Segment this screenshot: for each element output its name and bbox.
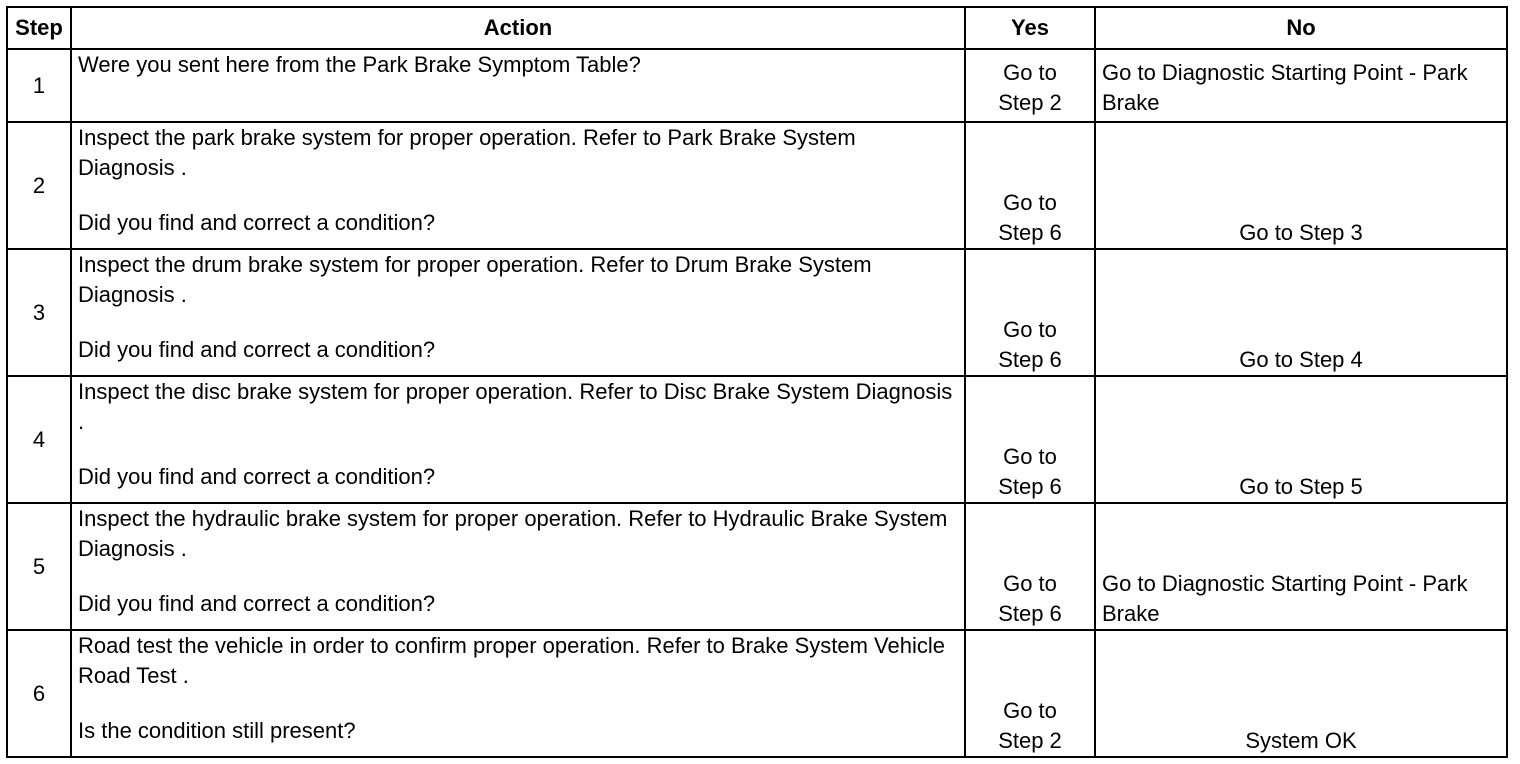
yes-cell xyxy=(965,122,1095,249)
action-question: Were you sent here from the Park Brake Symptom Table? xyxy=(78,52,641,77)
action-question: Is the condition still present? xyxy=(78,718,356,743)
no-cell: Go to Step 3 xyxy=(1095,122,1507,249)
yes-line-2: Step 6 xyxy=(998,347,1062,372)
action-text: Inspect the hydraulic brake system for proper operation. Refer to Hydraulic Brake System Diagnosis . xyxy=(78,506,948,561)
action-question: Did you find and correct a condition? xyxy=(78,464,436,489)
step-number: 4 xyxy=(7,376,71,503)
yes-cell xyxy=(965,503,1095,630)
step-number: 6 xyxy=(7,630,71,757)
action-cell xyxy=(71,376,965,503)
action-cell xyxy=(71,49,965,122)
action-text: Road test the vehicle in order to confirm proper operation. Refer to Brake System Vehicle Road Test . xyxy=(78,633,945,688)
step-number: 2 xyxy=(7,122,71,249)
yes-line-2: Step 6 xyxy=(998,601,1062,626)
header-row xyxy=(7,7,1507,49)
action-cell xyxy=(71,630,965,757)
table-row xyxy=(7,249,1507,376)
step-number: 1 xyxy=(7,49,71,122)
diagnostic-table xyxy=(6,6,1508,758)
action-text: Inspect the drum brake system for proper operation. Refer to Drum Brake System Diagnosis . xyxy=(78,252,872,307)
header-no: No xyxy=(1095,7,1507,49)
yes-line-1: Go to xyxy=(1003,317,1057,342)
action-cell xyxy=(71,503,965,630)
no-cell: Go to Diagnostic Starting Point - Park Brake xyxy=(1095,503,1507,630)
yes-cell xyxy=(965,630,1095,757)
step-number: 5 xyxy=(7,503,71,630)
yes-line-1: Go to xyxy=(1003,571,1057,596)
header-yes: Yes xyxy=(965,7,1095,49)
step-number: 3 xyxy=(7,249,71,376)
yes-cell xyxy=(965,376,1095,503)
action-text: Inspect the park brake system for proper operation. Refer to Park Brake System Diagnosis . xyxy=(78,125,856,180)
yes-line-1: Go to xyxy=(1003,60,1057,85)
yes-line-2: Step 6 xyxy=(998,474,1062,499)
yes-line-1: Go to xyxy=(1003,698,1057,723)
action-cell xyxy=(71,122,965,249)
no-cell: Go to Diagnostic Starting Point - Park Brake xyxy=(1095,49,1507,122)
yes-cell xyxy=(965,249,1095,376)
action-question: Did you find and correct a condition? xyxy=(78,337,436,362)
no-cell: Go to Step 4 xyxy=(1095,249,1507,376)
no-cell: Go to Step 5 xyxy=(1095,376,1507,503)
table-row xyxy=(7,122,1507,249)
table-row xyxy=(7,630,1507,757)
yes-line-2: Step 2 xyxy=(998,90,1062,115)
action-text: Inspect the disc brake system for proper operation. Refer to Disc Brake System Diagnosis . xyxy=(78,379,953,434)
action-question: Did you find and correct a condition? xyxy=(78,210,436,235)
header-action: Action xyxy=(71,7,965,49)
yes-line-2: Step 2 xyxy=(998,728,1062,753)
yes-line-1: Go to xyxy=(1003,190,1057,215)
action-cell xyxy=(71,249,965,376)
table-row xyxy=(7,376,1507,503)
no-cell: System OK xyxy=(1095,630,1507,757)
table-row xyxy=(7,503,1507,630)
table-row xyxy=(7,49,1507,122)
header-step: Step xyxy=(7,7,71,49)
yes-line-1: Go to xyxy=(1003,444,1057,469)
yes-line-2: Step 6 xyxy=(998,220,1062,245)
yes-cell xyxy=(965,49,1095,122)
action-question: Did you find and correct a condition? xyxy=(78,591,436,616)
